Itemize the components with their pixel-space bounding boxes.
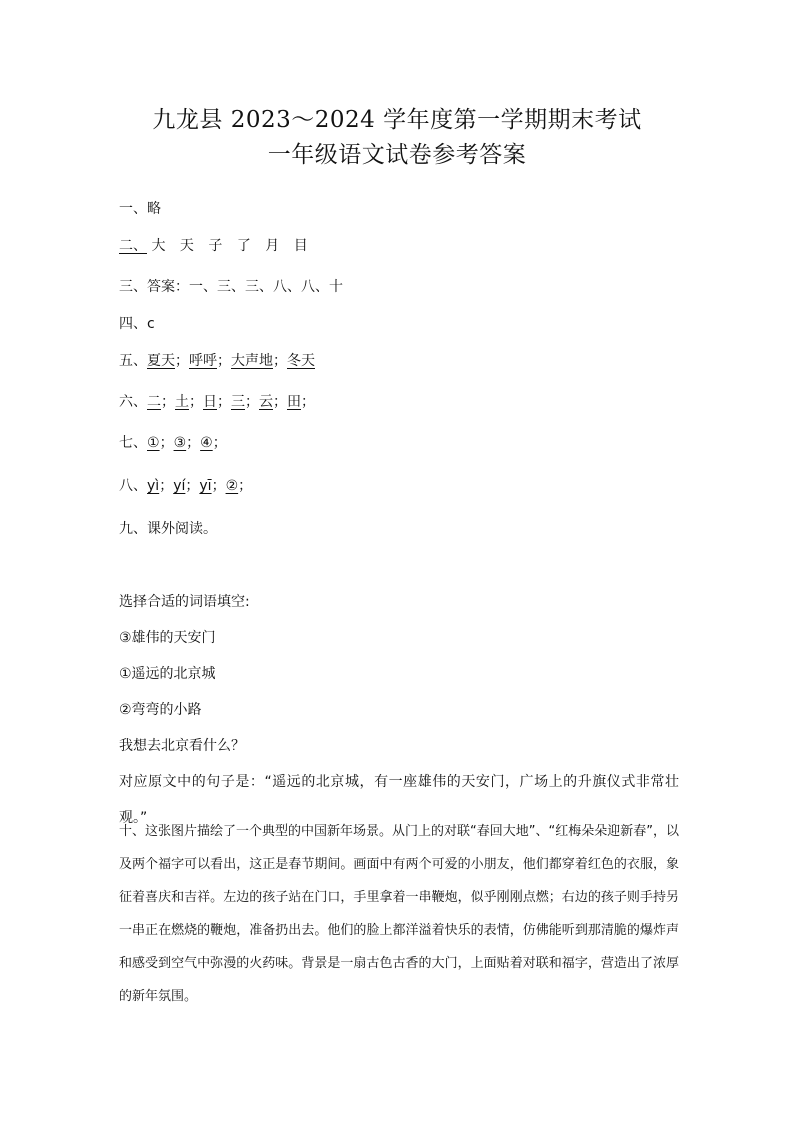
reading-choice: ①遥远的北京城 bbox=[119, 666, 216, 682]
answer-2 bbox=[119, 235, 308, 255]
answer-5-number: 五、 bbox=[119, 353, 147, 369]
answer-4-text: c bbox=[147, 316, 155, 332]
answer-7-number: 七、 bbox=[119, 435, 147, 451]
answer-6-item: 土 bbox=[175, 394, 189, 410]
answer-2-item: 了 bbox=[236, 238, 251, 254]
exam-title: 九龙县 2023～2024 学年度第一学期期末考试 bbox=[152, 107, 642, 133]
answer-3-number: 三、 bbox=[119, 279, 147, 295]
answer-6-item: 日 bbox=[203, 394, 217, 410]
reading-choice: ②弯弯的小路 bbox=[119, 702, 202, 718]
answer-2-item: 大 bbox=[151, 238, 166, 254]
answer-8-item: ② bbox=[225, 478, 239, 494]
answer-10-number: 十、 bbox=[119, 824, 146, 839]
answer-6-number: 六、 bbox=[119, 394, 147, 410]
answer-2-item: 天 bbox=[179, 238, 194, 254]
answer-2-item: 目 bbox=[293, 238, 308, 254]
answer-2-number: 二、 bbox=[119, 238, 147, 254]
answer-5-item: 呼呼 bbox=[189, 353, 217, 369]
answer-8-item: yí bbox=[173, 478, 186, 494]
answer-6-item: 田 bbox=[287, 394, 301, 410]
answer-6-item: 二 bbox=[147, 394, 161, 410]
answer-6-item: 三 bbox=[231, 394, 245, 410]
reading-prompt: 选择合适的词语填空: bbox=[119, 594, 250, 610]
answer-10-text: 这张图片描绘了一个典型的中国新年场景。从门上的对联“春回大地”、“红梅朵朵迎新春”，以及两个福字可以看出，这正是春节期间。画面中有两个可爱的小朋友，他们都穿着红色的衣服，象征着喜庆和吉祥。左边的孩子站在门口，手里拿着一串鞭炮，似乎刚刚点燃；右边的孩子则手持另一串正在燃烧的鞭炮，准备扔出去。他们的脸上都洋溢着快乐的表情，仿佛能听到那清脆的爆炸声和感受到空气中弥漫的火药味。背景是一扇古色古香的大门，上面贴着对联和福字，营造出了浓厚的新年氛围。 bbox=[119, 824, 679, 1004]
answer-key-subtitle: 一年级语文试卷参考答案 bbox=[267, 142, 527, 168]
answer-2-item: 子 bbox=[208, 238, 223, 254]
reading-question: 我想去北京看什么？ bbox=[119, 738, 245, 754]
answer-5-item: 大声地 bbox=[231, 353, 273, 369]
answer-3 bbox=[119, 276, 343, 296]
answer-9-number: 九、 bbox=[119, 521, 147, 537]
answer-4-number: 四、 bbox=[119, 316, 147, 332]
answer-8-item: yì bbox=[147, 478, 160, 494]
reading-choice: ③雄伟的天安门 bbox=[119, 630, 216, 646]
answer-5-item: 夏天 bbox=[147, 353, 175, 369]
answer-6-item: 云 bbox=[259, 394, 273, 410]
answer-4 bbox=[119, 313, 155, 333]
answer-7-item: ④ bbox=[200, 435, 213, 451]
answer-1 bbox=[119, 198, 161, 218]
answer-10 bbox=[119, 815, 679, 1013]
answer-7: 七、①；③；④； bbox=[119, 435, 227, 451]
answer-2-item: 月 bbox=[265, 238, 280, 254]
answer-8-item: yī bbox=[199, 478, 212, 494]
answer-5-item: 冬天 bbox=[287, 353, 315, 369]
answer-1-number: 一、 bbox=[119, 201, 147, 217]
answer-1-text: 略 bbox=[147, 201, 161, 217]
answer-6: 六、二；土；日；三；云；田； bbox=[119, 394, 315, 410]
answer-5: 五、夏天；呼呼；大声地；冬天 bbox=[119, 353, 315, 369]
answer-7-item: ① bbox=[147, 435, 160, 451]
answer-7-item: ③ bbox=[173, 435, 187, 451]
answer-9 bbox=[119, 518, 217, 538]
reading-answer: 对应原文中的句子是：“遥远的北京城，有一座雄伟的天安门，广场上的升旗仪式非常壮观。” bbox=[119, 774, 679, 826]
answer-8: 八、yì；yí；yī；②； bbox=[119, 478, 253, 494]
answer-3-text: 答案：一、三、三、八、八、十 bbox=[147, 279, 343, 295]
answer-9-text: 课外阅读。 bbox=[147, 521, 217, 537]
answer-8-number: 八、 bbox=[119, 478, 147, 494]
